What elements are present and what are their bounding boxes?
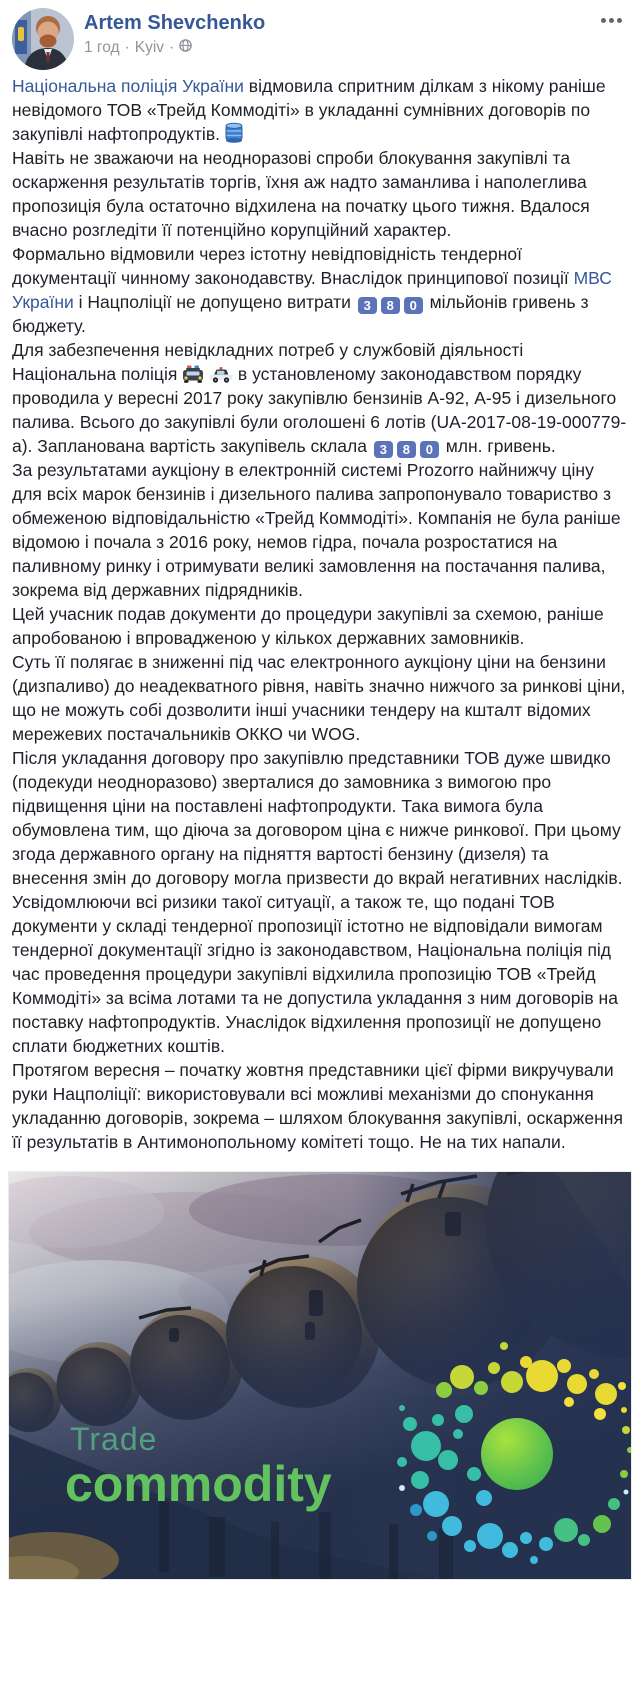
- post-header: [0, 0, 640, 70]
- post-text: Протягом вересня – початку жовтня представники цієї фірми викручували руки Нацполіції: використовували всі можливі механізми до спонукання укладанню договорів, зокрема – шляхом блокування закупівлі, оскарження її результатів в Антимонопольному комітеті тощо. Не на тих напали.: [12, 1060, 623, 1152]
- post-menu-button[interactable]: [599, 12, 624, 29]
- meta-separator: ·: [169, 38, 175, 56]
- post-attachment-image[interactable]: [9, 1172, 631, 1579]
- keycap-digit-emoji: 3: [374, 441, 393, 458]
- trade-commodity-photo: [9, 1172, 631, 1579]
- post-text: Для забезпечення невідкладних потреб у службовій діяльності Національна поліція: [12, 340, 524, 384]
- ellipsis-icon: [601, 18, 606, 23]
- inline-page-link[interactable]: МВС України: [12, 268, 612, 312]
- avatar-image: [12, 8, 74, 70]
- brand-word-trade: Trade: [70, 1421, 158, 1457]
- brand-word-commodity: commodity: [65, 1456, 332, 1512]
- post-paragraph: [12, 1058, 628, 1154]
- author-name-link[interactable]: Artem Shevchenko: [84, 12, 266, 34]
- post-text: і Нацполіції не допущено витрати: [73, 292, 356, 312]
- globe-icon: [179, 39, 192, 57]
- post-paragraph: [12, 146, 628, 242]
- police-car-side-emoji: [209, 367, 233, 383]
- logo-center-circle: [481, 1418, 553, 1490]
- meta-separator: ·: [124, 38, 130, 56]
- post-text: За результатами аукціону в електронній системі Prozorro найнижчу ціну для всіх марок бензинів і дизельного палива запропонувало товариство з обмеженою відповідальністю «Трейд Коммодіті». Компанія не була раніше відомою і почала з 2016 року, немов гідра, почала розростатися на паливному ринку і отримувати великі замовлення на постачання палива, зокрема від державних підрядників.: [12, 460, 621, 600]
- post-paragraph: [12, 602, 628, 650]
- keycap-digit-emoji: 3: [358, 297, 377, 314]
- post-text: Формально відмовили через істотну невідповідність тендерної документації чинному законодавству. Внаслідок принципової позиції: [12, 244, 574, 288]
- post-text: Усвідомлюючи всі ризики такої ситуації, а також те, що подані ТОВ документи у складі тендерної пропозиції істотно не відповідали вимогам тендерної документації згідно із законодавством, Національна поліція під час проведення процедури закупівлі відхилила пропозицію ТОВ «Трейд Коммодіті» за всіма лотами та не допустила укладання з ним договорів на поставку нафтопродуктів. Унаслідок відхилення пропозиції не допущено сплати бюджетних коштів.: [12, 892, 618, 1056]
- avatar[interactable]: [12, 8, 74, 70]
- inline-page-link[interactable]: Національна поліція України: [12, 76, 244, 96]
- post-paragraph: [12, 338, 628, 458]
- post-text: Після укладання договору про закупівлю представники ТОВ дуже швидко (подекуди неодноразово) зверталися до замовника з вимогою про підвищення ціни на поставлені нафтопродукти. Така вимога була обумовлена тим, що діюча за договором ціна є нижче ринкової. При цьому згода державного органу на підняття вартості бензину (дизеля) та внесення змін до договору могла призвести до вкрай негативних наслідків.: [12, 748, 623, 888]
- police-car-front-emoji: [182, 365, 204, 383]
- oil-drum-emoji: [225, 122, 243, 143]
- post-paragraph: [12, 746, 628, 890]
- post-paragraph: [12, 74, 628, 146]
- post-paragraph: [12, 458, 628, 602]
- post-paragraph: [12, 242, 628, 338]
- timestamp[interactable]: 1 год: [84, 38, 120, 56]
- ellipsis-icon: [617, 18, 622, 23]
- post-text: млн. гривень.: [440, 436, 556, 456]
- post-text: Цей учасник подав документи до процедури закупівлі за схемою, раніше апробованою і впровадженою у кількох державних замовників.: [12, 604, 604, 648]
- ellipsis-icon: [609, 18, 614, 23]
- location-label[interactable]: Kyiv: [134, 38, 165, 56]
- keycap-digit-emoji: 8: [381, 297, 400, 314]
- header-info: [84, 8, 265, 57]
- post-text: мільйонів гривень з бюджету.: [12, 292, 589, 336]
- post-text: Суть її полягає в зниженні під час електронного аукціону ціни на бензини (дизпаливо) до неадекватного рівня, навіть значно нижчого за ринкові ціни, що не можуть собі дозволити інші учасники тендеру на кшталт відомих мережевих постачальників ОККО чи WOG.: [12, 652, 626, 744]
- post-paragraph: [12, 890, 628, 1058]
- post-body: [0, 70, 640, 1154]
- keycap-digit-emoji: 8: [397, 441, 416, 458]
- post-text: в установленому законодавством порядку проводила у вересні 2017 року закупівлю бензинів А-92, А-95 і дизельного палива. Всього до закупівлі були оголошені 6 лотів (UA-2017-08-19-000779-a). Запланована вартість закупівель склала: [12, 364, 627, 456]
- post-text: відмовила спритним ділкам з нікому раніше невідомого ТОВ «Трейд Коммодіті» в укладанні сумнівних договорів по закупівлі нафтопродуктів.: [12, 76, 606, 144]
- keycap-digit-emoji: 0: [420, 441, 439, 458]
- keycap-digit-emoji: 0: [404, 297, 423, 314]
- post-meta: [84, 38, 265, 57]
- post-text: Навіть не зважаючи на неодноразові спроби блокування закупівлі та оскарження результатів торгів, їхня аж надто заманлива і наполеглива пропозиція була остаточно відхилена на початку цього тижня. Вдалося вчасно розгледіти її потенційно корупційний характер.: [12, 148, 590, 240]
- post-paragraph: [12, 650, 628, 746]
